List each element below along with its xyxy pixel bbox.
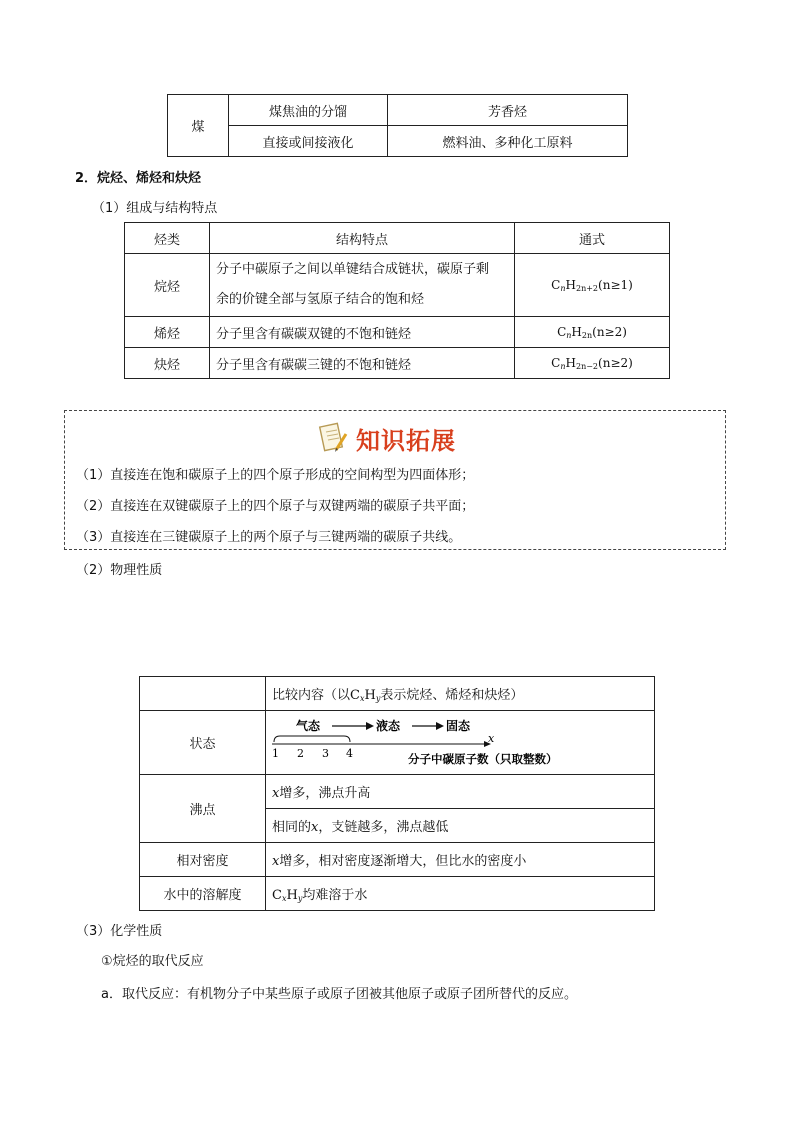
formula-n: n: [560, 361, 566, 371]
header-cell: [266, 677, 655, 711]
formula-cell: [515, 254, 670, 317]
type-cell: 烷烃: [125, 254, 210, 317]
type-cell: 炔烃: [125, 348, 210, 379]
tick-label: 1: [272, 746, 279, 760]
subsection-heading: （1）组成与结构特点: [92, 201, 218, 216]
header-cell: 烃类: [125, 223, 210, 254]
arrow-head: [366, 722, 374, 730]
formula-sub: 2n: [581, 330, 593, 340]
formula-c: C: [350, 688, 360, 703]
bp-text: 增多，沸点升高: [279, 786, 371, 801]
var-x: x: [272, 854, 280, 869]
brace: [274, 736, 350, 742]
state-solid: 固态: [446, 718, 471, 733]
state-label-cell: 状态: [140, 711, 266, 775]
formula-n: n: [560, 283, 566, 293]
formula-c: C: [272, 888, 282, 903]
formula-c: C: [557, 324, 567, 339]
axis-variable: x: [488, 731, 495, 745]
formula-h: H: [565, 277, 576, 292]
bp-label-cell: 沸点: [140, 775, 266, 843]
formula-sub: 2n−2: [575, 361, 599, 371]
corner-cell: [140, 677, 266, 711]
coal-cell: 煤: [168, 95, 229, 157]
arrow-head: [436, 722, 444, 730]
formula-h: H: [565, 355, 576, 370]
formula-c: C: [551, 277, 561, 292]
knowledge-box-title: [318, 420, 456, 456]
formula-h: H: [364, 688, 376, 703]
formula-cell: [515, 348, 670, 379]
formula-h: H: [571, 324, 582, 339]
coal-process-cell: 直接或间接液化: [229, 126, 388, 157]
bp-row: [266, 775, 655, 809]
subsection-heading: （2）物理性质: [76, 563, 163, 578]
feature-cell: 分子里含有碳碳三键的不饱和链烃: [210, 348, 515, 379]
section-title: 烷烃、烯烃和炔烃: [97, 171, 202, 186]
coal-product-cell: 燃料油、多种化工原料: [388, 126, 628, 157]
formula-sub: 2n+2: [575, 283, 599, 293]
tick-label: 4: [346, 746, 353, 760]
header-cell: 通式: [515, 223, 670, 254]
state-liquid: 液态: [376, 718, 401, 733]
physical-table: [139, 676, 655, 911]
axis-label: 分子中碳原子数（只取整数）: [408, 751, 558, 766]
state-diagram: [266, 712, 646, 774]
subsection-heading: （3）化学性质: [76, 924, 163, 939]
section-number: 2．: [75, 171, 98, 186]
feature-cell: 分子里含有碳碳双键的不饱和链烃: [210, 317, 515, 348]
sub-item: ①烷烃的取代反应: [101, 954, 204, 969]
formula-cond: (n≥1): [598, 277, 633, 292]
bp-text: ，支链越多，沸点越低: [318, 820, 449, 835]
density-text: 增多，相对密度逐渐增大，但比水的密度小: [279, 854, 527, 869]
knowledge-item: （1）直接连在饱和碳原子上的四个原子形成的空间构型为四面体形；: [76, 468, 475, 483]
formula-cond: (n≥2): [598, 355, 633, 370]
header-text: 表示烷烃、烯烃和炔烃）: [380, 688, 524, 703]
solubility-label-cell: 水中的溶解度: [140, 877, 266, 911]
bp-row: [266, 809, 655, 843]
knowledge-item: （2）直接连在双键碳原子上的四个原子与双键两端的碳原子共平面；: [76, 499, 475, 514]
state-diagram-cell: [266, 711, 655, 775]
feature-cell: [210, 254, 515, 317]
formula-cell: [515, 317, 670, 348]
var-x: x: [272, 786, 280, 801]
section-heading: [75, 167, 201, 186]
formula-h: H: [286, 888, 298, 903]
notepad-pencil-icon: [318, 422, 348, 454]
header-cell: 结构特点: [210, 223, 515, 254]
feature-line: 余的价键全部与氢原子结合的饱和烃: [216, 292, 425, 307]
feature-line: 分子中碳原子之间以单键结合成链状，碳原子剩: [216, 262, 490, 277]
density-row: [266, 843, 655, 877]
formula-y: y: [297, 894, 303, 903]
var-x: x: [311, 820, 319, 835]
knowledge-box-title-text: 知识拓展: [356, 425, 456, 455]
type-cell: 烯烃: [125, 317, 210, 348]
coal-process-cell: 煤焦油的分馏: [229, 95, 388, 126]
formula-cond: (n≥2): [592, 324, 627, 339]
definition-text: a．取代反应：有机物分子中某些原子或原子团被其他原子或原子团所替代的反应。: [101, 987, 577, 1002]
formula-x: x: [281, 894, 287, 903]
tick-label: 3: [322, 746, 329, 760]
tick-label: 2: [297, 746, 304, 760]
solubility-text: 均难溶于水: [302, 888, 368, 903]
bp-text: 相同的: [272, 820, 312, 835]
formula-n: n: [566, 330, 572, 340]
solubility-row: [266, 877, 655, 911]
formula-c: C: [551, 355, 561, 370]
structure-table: [124, 222, 670, 379]
coal-table: [167, 94, 628, 157]
coal-product-cell: 芳香烃: [388, 95, 628, 126]
state-gas: 气态: [296, 718, 321, 733]
formula-y: y: [375, 694, 381, 703]
formula-x: x: [359, 694, 365, 703]
density-label-cell: 相对密度: [140, 843, 266, 877]
knowledge-item: （3）直接连在三键碳原子上的两个原子与三键两端的碳原子共线。: [76, 530, 462, 545]
header-text: 比较内容（以: [272, 688, 351, 703]
